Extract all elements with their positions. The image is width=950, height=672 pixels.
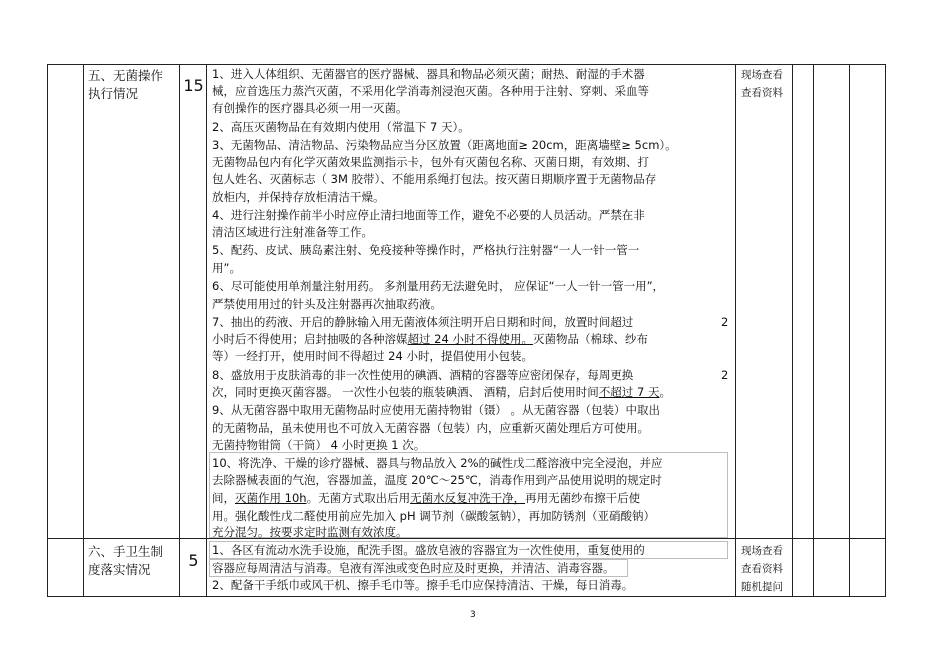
- col-line: [849, 64, 850, 596]
- content-line: [212, 490, 640, 507]
- content-segment: 次，同时更换灭菌容器。 一次性小包装的瓶装碘酒、 酒精，启封后使用时间: [212, 385, 599, 399]
- content-line: 清洁区域进行注射准备等工作。: [212, 225, 373, 239]
- section6-method: [741, 542, 783, 596]
- content-segment: 灭菌物品（棉球、纱布: [532, 332, 648, 346]
- content-segment: 。: [659, 385, 671, 399]
- content-line: 5、配药、皮试、胰岛素注射、免疫接种等操作时，严格执行注射器“一人一针一管一: [212, 243, 640, 257]
- section5-category: [88, 67, 163, 103]
- col-line: [813, 64, 814, 596]
- col-line: [83, 64, 84, 596]
- content-line: 8、盛放用于皮肤消毒的非一次性使用的碘酒、酒精的容器等应密闭保存，每周更换: [212, 368, 634, 382]
- content-line: 严禁使用用过的针头及注射器再次抽取药液。: [212, 297, 442, 311]
- table-border-bottom: [47, 596, 886, 597]
- content-line: 4、进行注射操作前半小时应停止清扫地面等工作，避免不必要的人员活动。严禁在非: [212, 208, 645, 222]
- col-line: [792, 64, 793, 596]
- content-line: 容器应每周清洁与消毒。皂液有浑浊或变色时应及时更换，并清洁、消毒容器。: [212, 561, 615, 575]
- content-line: [212, 331, 648, 348]
- content-line-trailing: 2: [721, 368, 729, 382]
- content-line: [212, 384, 671, 401]
- content-line: 包人姓名、灭菌标志（ 3M 胶带）、不能用系绳打包法。按灭菌日期顺序置于无菌物品存: [212, 172, 657, 186]
- content-line: 的无菌物品，虽未使用也不可放入无菌容器（包装）内，应重新灭菌处理后方可使用。: [212, 421, 649, 435]
- content-line: 放柜内，并保持存放柜清洁干燥。: [212, 190, 385, 204]
- content-line: 9、从无菌容器中取用无菌物品时应使用无菌持物钳（镊） 。从无菌容器（包装）中取出: [212, 403, 660, 417]
- section5-category-line1: 五、无菌操作: [88, 68, 164, 83]
- col-line: [179, 64, 180, 596]
- content-line: 用。强化酸性戊二醛使用前应先加入 pH 调节剂（碳酸氢钠），再加防锈剂（亚硝酸钠）: [212, 509, 656, 523]
- underlined-text: 无菌水反复冲洗干净，: [410, 491, 526, 505]
- method-onsite: 现场查看: [741, 69, 783, 81]
- content-line: 无菌持物钳筒（干筒） 4 小时更换 1 次。: [212, 438, 426, 452]
- content-line: 去除器械表面的气泡，容器加盖，温度 20℃～25℃，消毒作用到产品使用说明的规定时: [212, 473, 662, 487]
- section6-category: [88, 543, 163, 579]
- col-line: [206, 64, 207, 596]
- content-line: 无菌物品包内有化学灭菌效果监测指示卡，包外有灭菌包名称、灭菌日期，有效期、打: [212, 155, 649, 169]
- method-records: 查看资料: [741, 563, 783, 575]
- content-segment: 间，: [212, 491, 235, 505]
- col-line: [885, 64, 886, 596]
- content-line: 有创操作的医疗器具必须一用一灭菌。: [212, 101, 408, 115]
- col-line: [47, 64, 48, 596]
- method-random-question: 随机提问: [741, 581, 783, 593]
- content-line: 械，应首选压力蒸汽灭菌，不采用化学消毒剂浸泡灭菌。各种用于注射、穿刺、采血等: [212, 84, 649, 98]
- content-segment: 再用无菌纱布擦干后使: [525, 491, 641, 505]
- method-records: 查看资料: [741, 87, 783, 99]
- row-divider: [47, 538, 886, 539]
- content-line: 10、将洗净、干燥的诊疗器械、器具与物品放入 2%的碱性戊二醛溶液中完全浸泡，并应: [212, 456, 663, 470]
- content-line-trailing: 2: [721, 315, 729, 329]
- content-line: 3、无菌物品、清洁物品、污染物品应当分区放置（距离地面≥ 20cm，距离墙壁≥ 5cm）。: [212, 138, 677, 152]
- page-number: 3: [470, 610, 476, 620]
- underlined-text: 灭菌作用 10h: [235, 491, 307, 505]
- content-line: 充分混匀。按要求定时监测有效浓度。: [212, 525, 408, 539]
- section6-category-line2: 度落实情况: [88, 562, 151, 577]
- method-onsite: 现场查看: [741, 545, 783, 557]
- content-line: 用”。: [212, 261, 241, 275]
- content-line: 2、配备干手纸巾或风干机、擦手毛巾等。擦手毛巾应保持清洁、干燥，每日消毒。: [212, 578, 634, 592]
- section5-score: 15: [183, 76, 204, 95]
- content-line: 6、尽可能使用单剂量注射用药。 多剂量用药无法避免时， 应保证“一人一针一管一用”，: [212, 279, 665, 293]
- content-line: 2、高压灭菌物品在有效期内使用（常温下 7 天）。: [212, 120, 470, 134]
- underlined-text: 不超过 7 天: [598, 385, 660, 399]
- section5-method: [741, 66, 783, 102]
- content-segment: 。无菌方式取出后用: [306, 491, 411, 505]
- col-line: [735, 64, 736, 596]
- content-line: 1、进入人体组织、无菌器官的医疗器械、器具和物品必须灭菌；耐热、耐湿的手术器: [212, 67, 645, 81]
- content-line: 1、各区有流动水洗手设施，配洗手图。盛放皂液的容器宜为一次性使用，重复使用的: [212, 543, 645, 557]
- content-line: 等）一经打开，使用时间不得超过 24 小时，提倡使用小包装。: [212, 349, 533, 363]
- section5-category-line2: 执行情况: [88, 86, 139, 101]
- section6-category-line1: 六、手卫生制: [88, 544, 164, 559]
- table-border-top: [47, 64, 886, 65]
- content-line: 7、抽出的药液、开启的静脉输入用无菌液体须注明开启日期和时间，放置时间超过: [212, 315, 634, 329]
- underlined-text: 超过 24 小时不得使用。: [407, 332, 533, 346]
- content-segment: 小时后不得使用；启封抽吸的各种溶媒: [212, 332, 408, 346]
- section6-score: 5: [188, 551, 199, 570]
